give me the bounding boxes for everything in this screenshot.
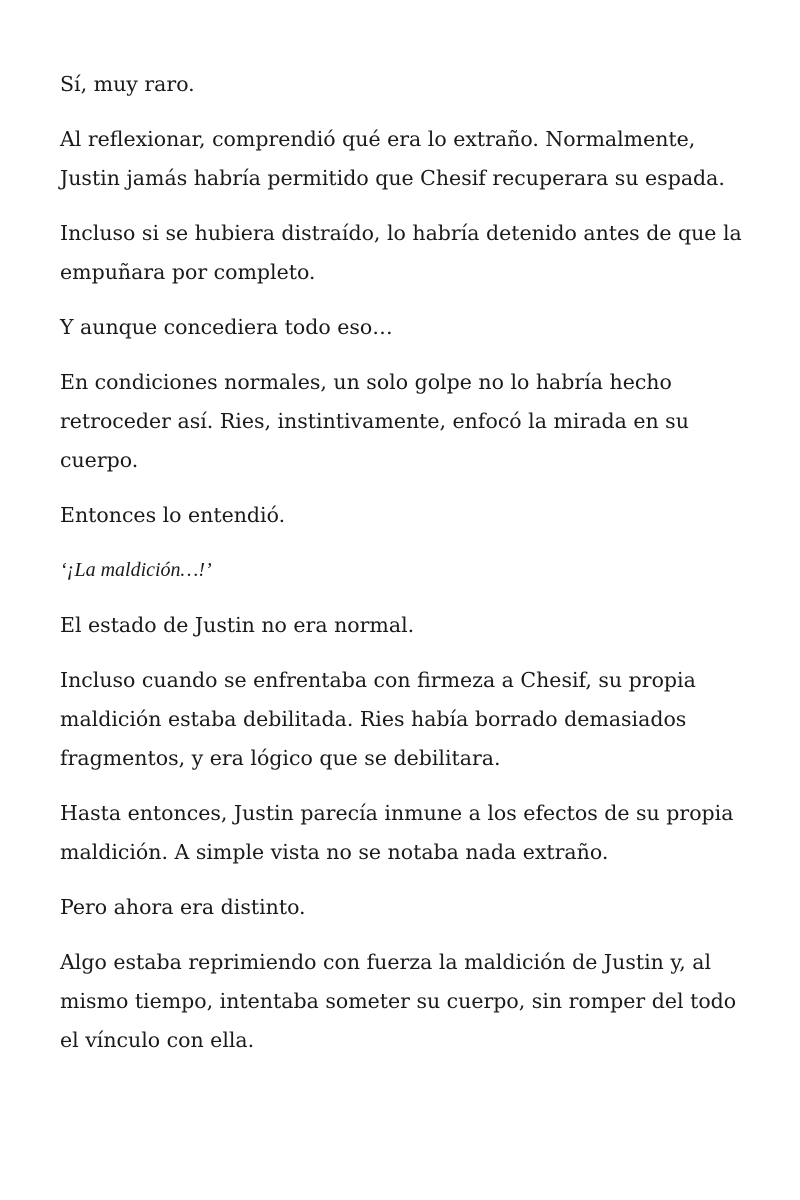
paragraph: Sí, muy raro.	[60, 72, 195, 96]
paragraph: En condiciones normales, un solo golpe no lo habría hecho retroceder así. Ries, instintivamente, enfocó la mirada en su cuerpo.	[60, 370, 689, 472]
inner-thought-paragraph: ‘¡La maldición…!’	[60, 559, 212, 581]
paragraph: Incluso si se hubiera distraído, lo habría detenido antes de que la empuñara por completo.	[60, 221, 742, 284]
paragraph: Hasta entonces, Justin parecía inmune a los efectos de su propia maldición. A simple vista no se notaba nada extraño.	[60, 801, 734, 864]
paragraph: Pero ahora era distinto.	[60, 895, 306, 919]
paragraph: Entonces lo entendió.	[60, 503, 286, 527]
reading-page	[60, 65, 750, 1076]
paragraph: Incluso cuando se enfrentaba con firmeza a Chesif, su propia maldición estaba debilitada. Ries había borrado demasiados fragmentos, y era lógico que se debilitara.	[60, 668, 696, 770]
paragraph: Al reflexionar, comprendió qué era lo extraño. Normalmente, Justin jamás habría permitido que Chesif recuperara su espada.	[60, 127, 725, 190]
paragraph: Y aunque concediera todo eso…	[60, 315, 393, 339]
paragraph: Algo estaba reprimiendo con fuerza la maldición de Justin y, al mismo tiempo, intentaba someter su cuerpo, sin romper del todo el vínculo con ella.	[60, 950, 737, 1052]
paragraph: El estado de Justin no era normal.	[60, 613, 415, 637]
